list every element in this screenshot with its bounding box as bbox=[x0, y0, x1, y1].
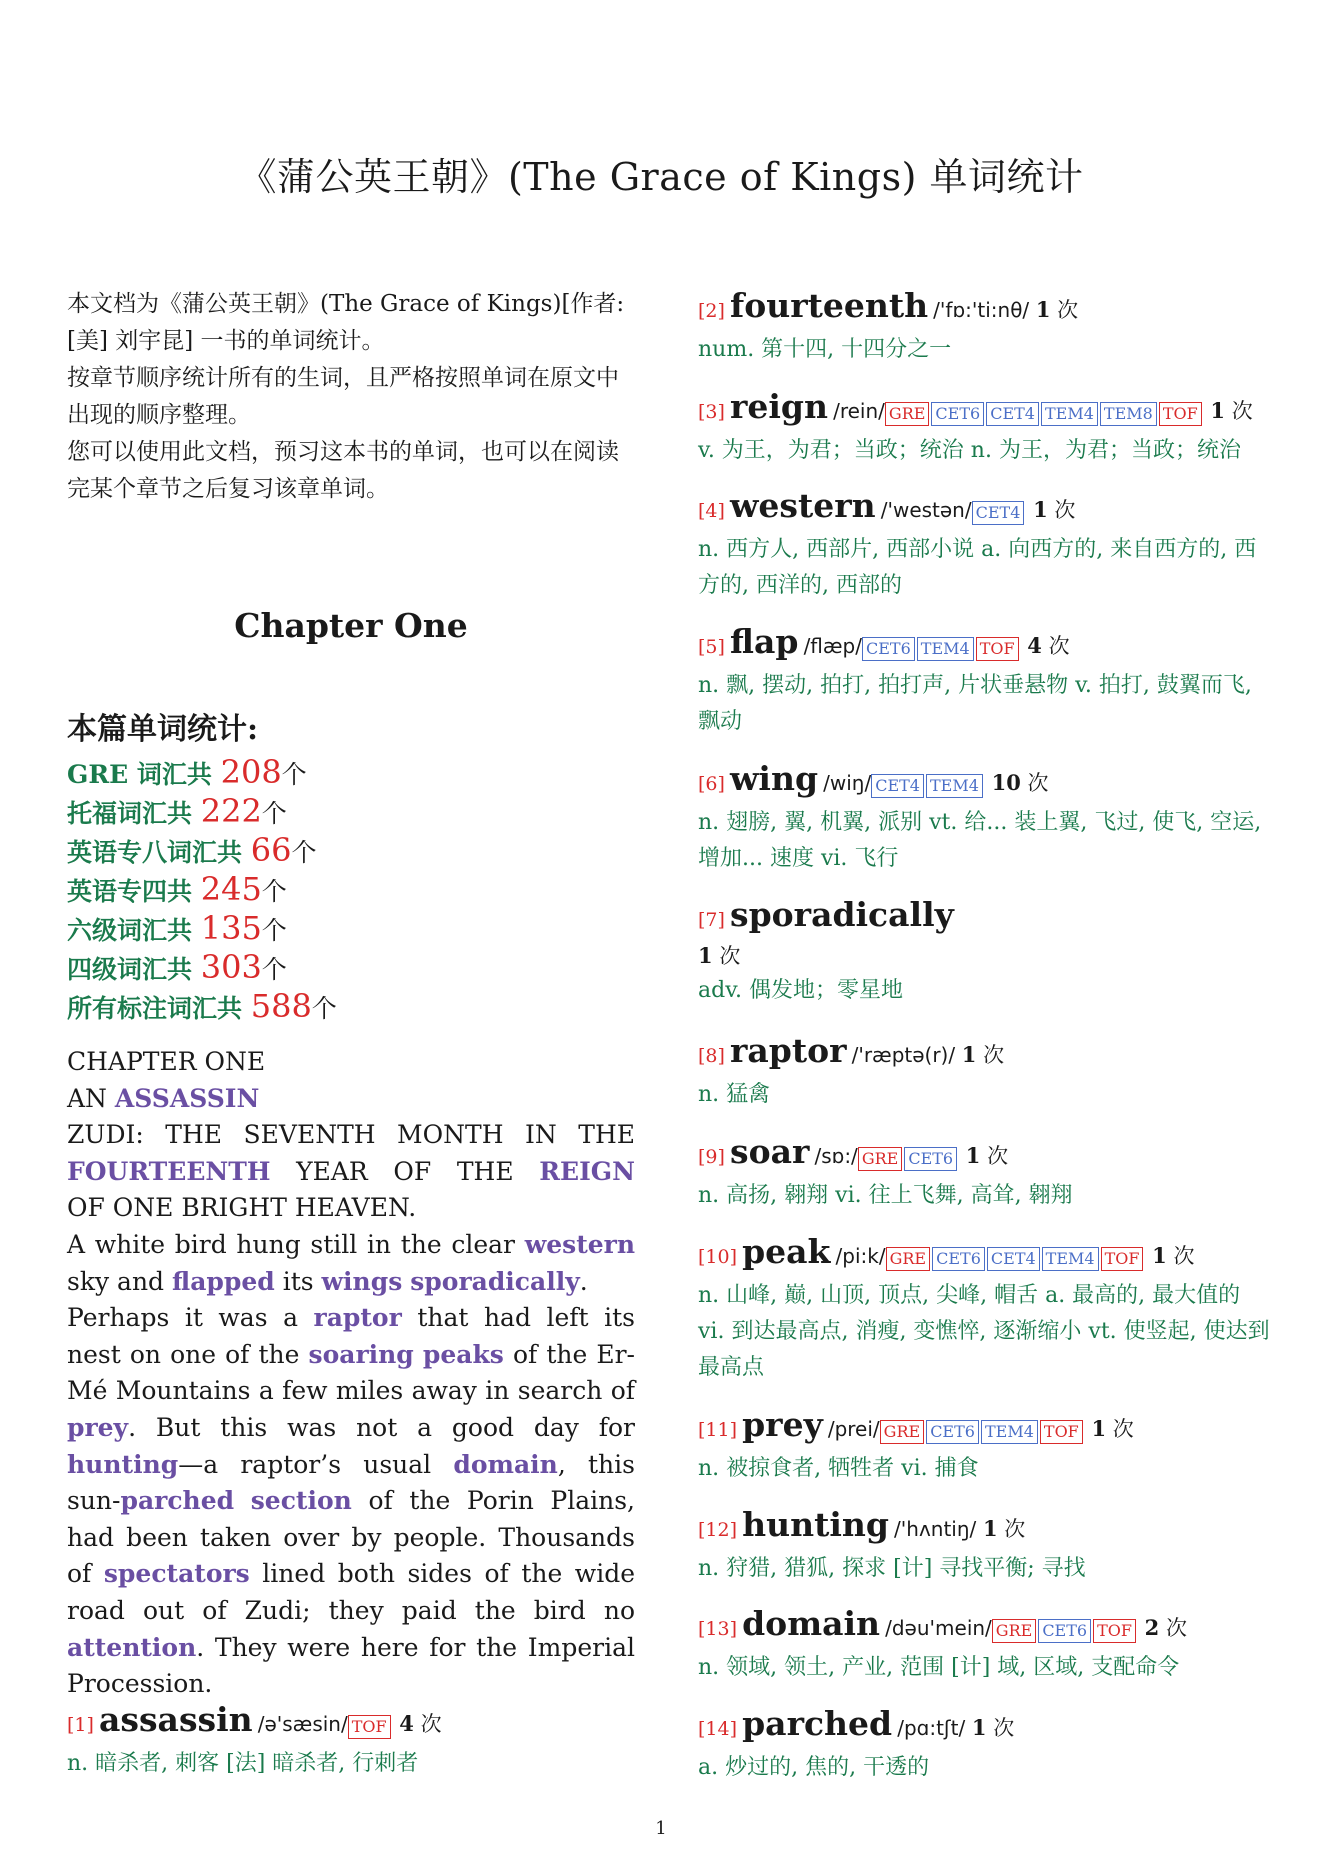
exam-tag-cet4: CET4 bbox=[972, 501, 1025, 525]
entry-word: parched bbox=[742, 1704, 893, 1743]
exam-tag-gre: GRE bbox=[885, 402, 930, 426]
keyword-link[interactable]: domain bbox=[453, 1449, 558, 1479]
stat-count: 303 bbox=[200, 948, 262, 986]
entry-word: prey bbox=[742, 1405, 823, 1444]
vocab-entry bbox=[698, 895, 1270, 1009]
entry-count: 1 次 bbox=[1091, 1416, 1134, 1441]
keyword-link[interactable]: section bbox=[250, 1486, 352, 1516]
entry-head bbox=[698, 895, 1270, 941]
entry-count: 1 次 bbox=[1210, 398, 1253, 423]
entry-index: [3] bbox=[698, 401, 725, 423]
entry-count: 1 次 bbox=[698, 943, 741, 968]
entry-count: 10 次 bbox=[991, 770, 1049, 795]
entry-phonetic: /rein/ bbox=[833, 399, 885, 423]
exam-tag-cet6: CET6 bbox=[926, 1420, 979, 1444]
entry-head bbox=[698, 387, 1270, 433]
chapter-heading: Chapter One bbox=[234, 606, 468, 645]
stat-toefl: 托福词汇共 222个 bbox=[67, 792, 287, 830]
stat-tem8: 英语专八词汇共 66个 bbox=[67, 831, 317, 869]
exam-tag-gre: GRE bbox=[886, 1247, 931, 1271]
exam-tag-tem4: TEM4 bbox=[1041, 402, 1098, 426]
stat-count: 588 bbox=[250, 987, 312, 1025]
entry-definition: n. 高扬, 翱翔 vi. 往上飞舞, 高耸, 翱翔 bbox=[698, 1183, 1073, 1208]
entry-word: raptor bbox=[730, 1031, 847, 1070]
stat-gre: GRE 词汇共 208个 bbox=[67, 753, 307, 791]
vocab-entry bbox=[67, 1700, 635, 1782]
entry-definition: n. 翅膀, 翼, 机翼, 派别 vt. 给... 装上翼, 飞过, 使飞, 空运, 增加... 速度 vi. 飞行 bbox=[698, 810, 1262, 871]
keyword-link[interactable]: ASSASSIN bbox=[114, 1083, 260, 1113]
entry-count: 1 次 bbox=[961, 1042, 1005, 1067]
entry-word: soar bbox=[730, 1132, 810, 1171]
exam-tag-gre: GRE bbox=[880, 1420, 925, 1444]
exam-tag-cet6: CET6 bbox=[1038, 1619, 1091, 1643]
exam-tag-cet6: CET6 bbox=[904, 1147, 957, 1171]
keyword-link[interactable]: REIGN bbox=[539, 1156, 635, 1186]
page-number: 1 bbox=[655, 1818, 667, 1839]
entry-phonetic: /prei/ bbox=[827, 1417, 880, 1441]
vocab-entry bbox=[698, 1031, 1270, 1113]
entry-index: [12] bbox=[698, 1519, 738, 1541]
vocab-entry bbox=[698, 486, 1270, 604]
entry-definition: n. 猛禽 bbox=[698, 1082, 771, 1107]
entry-count: 1 次 bbox=[1033, 497, 1076, 522]
exam-tag-gre: GRE bbox=[858, 1147, 903, 1171]
entry-phonetic: /wiŋ/ bbox=[823, 771, 872, 795]
entry-index: [4] bbox=[698, 500, 725, 522]
vocab-entry bbox=[698, 1405, 1270, 1487]
entry-word: assassin bbox=[99, 1700, 253, 1739]
entry-definition: num. 第十四, 十四分之一 bbox=[698, 337, 952, 362]
entry-definition: adv. 偶发地；零星地 bbox=[698, 978, 904, 1003]
entry-index: [10] bbox=[698, 1246, 738, 1268]
entry-index: [2] bbox=[698, 300, 725, 322]
keyword-link[interactable]: western bbox=[524, 1229, 635, 1259]
entry-head bbox=[698, 286, 1270, 332]
entry-head bbox=[698, 486, 1270, 532]
exam-tag-gre: GRE bbox=[992, 1619, 1037, 1643]
intro-paragraph: 按章节顺序统计所有的生词，且严格按照单词在原文中出现的顺序整理。 bbox=[67, 365, 619, 428]
stat-cet4: 四级词汇共 303个 bbox=[67, 948, 287, 986]
entry-head bbox=[698, 1232, 1270, 1278]
entry-head bbox=[698, 1031, 1270, 1077]
entry-phonetic: /'fɒ:'ti:nθ/ bbox=[933, 298, 1030, 322]
stat-count: 222 bbox=[200, 792, 262, 830]
entry-count: 1 次 bbox=[1152, 1243, 1195, 1268]
entry-head bbox=[698, 622, 1270, 668]
stat-cet6: 六级词汇共 135个 bbox=[67, 909, 287, 947]
exam-tag-tem4: TEM4 bbox=[926, 774, 983, 798]
exam-tag-cet4: CET4 bbox=[987, 1247, 1040, 1271]
stat-all: 所有标注词汇共 588个 bbox=[67, 987, 337, 1025]
exam-tag-cet6: CET6 bbox=[931, 402, 984, 426]
entry-count: 1 次 bbox=[965, 1143, 1009, 1168]
entry-count: 1 次 bbox=[971, 1715, 1015, 1740]
keyword-link[interactable]: flapped bbox=[172, 1266, 275, 1296]
stat-count: 135 bbox=[200, 909, 262, 947]
passage-line: ZUDI: THE SEVENTH MONTH IN THE bbox=[67, 1120, 635, 1150]
entry-word: flap bbox=[730, 622, 799, 661]
entry-definition: n. 飘, 摆动, 拍打, 拍打声, 片状垂悬物 v. 拍打, 鼓翼而飞, 飘动 bbox=[698, 673, 1252, 734]
intro-paragraph: 本文档为《蒲公英王朝》(The Grace of Kings)[作者: [美] 刘宇昆] 一书的单词统计。 bbox=[67, 291, 625, 354]
entry-phonetic: /pi:k/ bbox=[835, 1244, 886, 1268]
stat-count: 208 bbox=[220, 753, 282, 791]
vocab-entry bbox=[698, 1132, 1270, 1214]
entry-word: western bbox=[730, 486, 876, 525]
keyword-link[interactable]: parched bbox=[120, 1486, 235, 1516]
passage-line: AN ASSASSIN bbox=[67, 1083, 260, 1113]
entry-head bbox=[67, 1700, 635, 1746]
keyword-link[interactable]: raptor bbox=[313, 1303, 402, 1333]
entry-index: [6] bbox=[698, 773, 725, 795]
entry-head bbox=[698, 1704, 1270, 1750]
keyword-link[interactable]: soaring bbox=[308, 1339, 414, 1369]
entry-count-line bbox=[698, 941, 1270, 973]
entry-definition: v. 为王，为君；当政；统治 n. 为王，为君；当政；统治 bbox=[698, 438, 1241, 463]
entry-phonetic: /sɒ:/ bbox=[814, 1144, 858, 1168]
exam-tag-cet4: CET4 bbox=[986, 402, 1039, 426]
vocab-entry bbox=[698, 387, 1270, 469]
entry-definition: n. 被掠食者, 牺牲者 vi. 捕食 bbox=[698, 1456, 979, 1481]
stat-count: 66 bbox=[250, 831, 292, 869]
entry-count: 1 次 bbox=[982, 1516, 1026, 1541]
vocab-entry bbox=[698, 1704, 1270, 1786]
entry-word: hunting bbox=[742, 1505, 889, 1544]
exam-tag-cet6: CET6 bbox=[862, 637, 915, 661]
entry-index: [14] bbox=[698, 1718, 738, 1740]
entry-count: 4 次 bbox=[399, 1711, 442, 1736]
entry-phonetic: /'ræptə(r)/ bbox=[851, 1043, 956, 1067]
entry-definition: n. 西方人, 西部片, 西部小说 a. 向西方的, 来自西方的, 西方的, 西洋的, 西部的 bbox=[698, 537, 1257, 598]
entry-word: peak bbox=[742, 1232, 831, 1271]
stat-tem4: 英语专四共 245个 bbox=[67, 870, 287, 908]
entry-head bbox=[698, 1604, 1270, 1650]
entry-index: [5] bbox=[698, 636, 725, 658]
entry-phonetic: /flæp/ bbox=[803, 634, 862, 658]
entry-index: [11] bbox=[698, 1419, 738, 1441]
entry-definition: a. 炒过的, 焦的, 干透的 bbox=[698, 1755, 930, 1780]
keyword-link[interactable]: FOURTEENTH bbox=[67, 1156, 271, 1186]
entry-index: [8] bbox=[698, 1045, 725, 1067]
exam-tag-cet4: CET4 bbox=[871, 774, 924, 798]
entry-index: [7] bbox=[698, 909, 725, 931]
keyword-link[interactable]: sporadically bbox=[410, 1266, 580, 1296]
vocab-entry bbox=[698, 286, 1270, 368]
passage-paragraph: Perhaps it was a raptor that had left its nest on one of the soaring peaks of the Er-Mé Mountains a few miles away in search of prey. But this was not a good day for hunting—a raptor’s usual domain, this sun-parched section of the Porin Plains, had been taken over by people. Thousands of spectators lined both sides of the wide road out of Zudi; they paid the bird no attention. They were here for the Imperial Procession. bbox=[67, 1303, 636, 1699]
entry-index: [1] bbox=[67, 1714, 94, 1736]
vocab-entry bbox=[698, 759, 1270, 877]
exam-tag-tof: TOF bbox=[976, 637, 1019, 661]
exam-tag-tof: TOF bbox=[1093, 1619, 1136, 1643]
entry-phonetic: /dəu'mein/ bbox=[885, 1616, 992, 1640]
exam-tag-tof: TOF bbox=[1159, 402, 1202, 426]
entry-word: fourteenth bbox=[730, 286, 929, 325]
exam-tag-tof: TOF bbox=[1040, 1420, 1083, 1444]
entry-index: [13] bbox=[698, 1618, 738, 1640]
keyword-link[interactable]: peaks bbox=[422, 1339, 504, 1369]
passage-line: FOURTEENTH YEAR OF THE REIGN bbox=[67, 1156, 635, 1186]
vocab-entry bbox=[698, 1604, 1270, 1686]
chapter-passage bbox=[67, 1044, 635, 1703]
keyword-link[interactable]: spectators bbox=[103, 1559, 250, 1589]
exam-tag-tem4: TEM4 bbox=[917, 637, 974, 661]
passage-line: OF ONE BRIGHT HEAVEN. bbox=[67, 1193, 417, 1223]
entry-word: domain bbox=[742, 1604, 881, 1643]
entry-phonetic: /pɑ:tʃt/ bbox=[897, 1716, 966, 1740]
passage-line: CHAPTER ONE bbox=[67, 1047, 266, 1076]
document-title: 《蒲公英王朝》(The Grace of Kings) 单词统计 bbox=[238, 155, 1084, 199]
entry-phonetic: /'westən/ bbox=[880, 498, 972, 522]
vocab-entry bbox=[698, 1232, 1270, 1386]
vocab-entry bbox=[698, 1505, 1270, 1587]
entry-count: 2 次 bbox=[1144, 1615, 1187, 1640]
exam-tag-tof: TOF bbox=[348, 1715, 391, 1739]
keyword-link[interactable]: wings bbox=[321, 1266, 403, 1296]
exam-tag-tem4: TEM4 bbox=[1042, 1247, 1099, 1271]
entry-word: sporadically bbox=[730, 895, 954, 934]
entry-definition: n. 暗杀者, 刺客 [法] 暗杀者, 行刺者 bbox=[67, 1751, 419, 1776]
entry-head bbox=[698, 759, 1270, 805]
entry-count: 4 次 bbox=[1027, 633, 1070, 658]
entry-count: 1 次 bbox=[1035, 297, 1079, 322]
entry-definition: n. 山峰, 巅, 山顶, 顶点, 尖峰, 帽舌 a. 最高的, 最大值的 vi. 到达最高点, 消瘦, 变憔悴, 逐渐缩小 vt. 使竖起, 使达到最高点 bbox=[698, 1283, 1270, 1380]
keyword-link[interactable]: hunting bbox=[67, 1449, 179, 1479]
stat-count: 245 bbox=[200, 870, 262, 908]
entry-word: wing bbox=[730, 759, 819, 798]
entry-phonetic: /ə'sæsin/ bbox=[257, 1712, 348, 1736]
entry-index: [9] bbox=[698, 1146, 725, 1168]
exam-tag-tof: TOF bbox=[1101, 1247, 1144, 1271]
exam-tag-cet6: CET6 bbox=[932, 1247, 985, 1271]
exam-tag-tem8: TEM8 bbox=[1100, 402, 1157, 426]
intro-paragraph: 您可以使用此文档，预习这本书的单词，也可以在阅读完某个章节之后复习该章单词。 bbox=[67, 439, 619, 502]
keyword-link[interactable]: attention bbox=[67, 1632, 197, 1662]
exam-tag-tem4: TEM4 bbox=[981, 1420, 1038, 1444]
entry-word: reign bbox=[730, 387, 829, 426]
entry-definition: n. 狩猎, 猎狐, 探求 [计] 寻找平衡; 寻找 bbox=[698, 1556, 1086, 1581]
entry-head bbox=[698, 1505, 1270, 1551]
vocab-entry bbox=[698, 622, 1270, 740]
entry-phonetic: /'hʌntiŋ/ bbox=[894, 1517, 977, 1541]
keyword-link[interactable]: prey bbox=[67, 1412, 129, 1442]
entry-definition: n. 领域, 领土, 产业, 范围 [计] 域, 区域, 支配命令 bbox=[698, 1655, 1180, 1680]
entry-head bbox=[698, 1132, 1270, 1178]
stats-heading: 本篇单词统计: bbox=[67, 712, 259, 747]
intro-section bbox=[67, 286, 635, 508]
word-statistics bbox=[67, 710, 635, 1027]
entry-head bbox=[698, 1405, 1270, 1451]
passage-paragraph: A white bird hung still in the clear western sky and flapped its wings sporadically. bbox=[67, 1229, 635, 1296]
